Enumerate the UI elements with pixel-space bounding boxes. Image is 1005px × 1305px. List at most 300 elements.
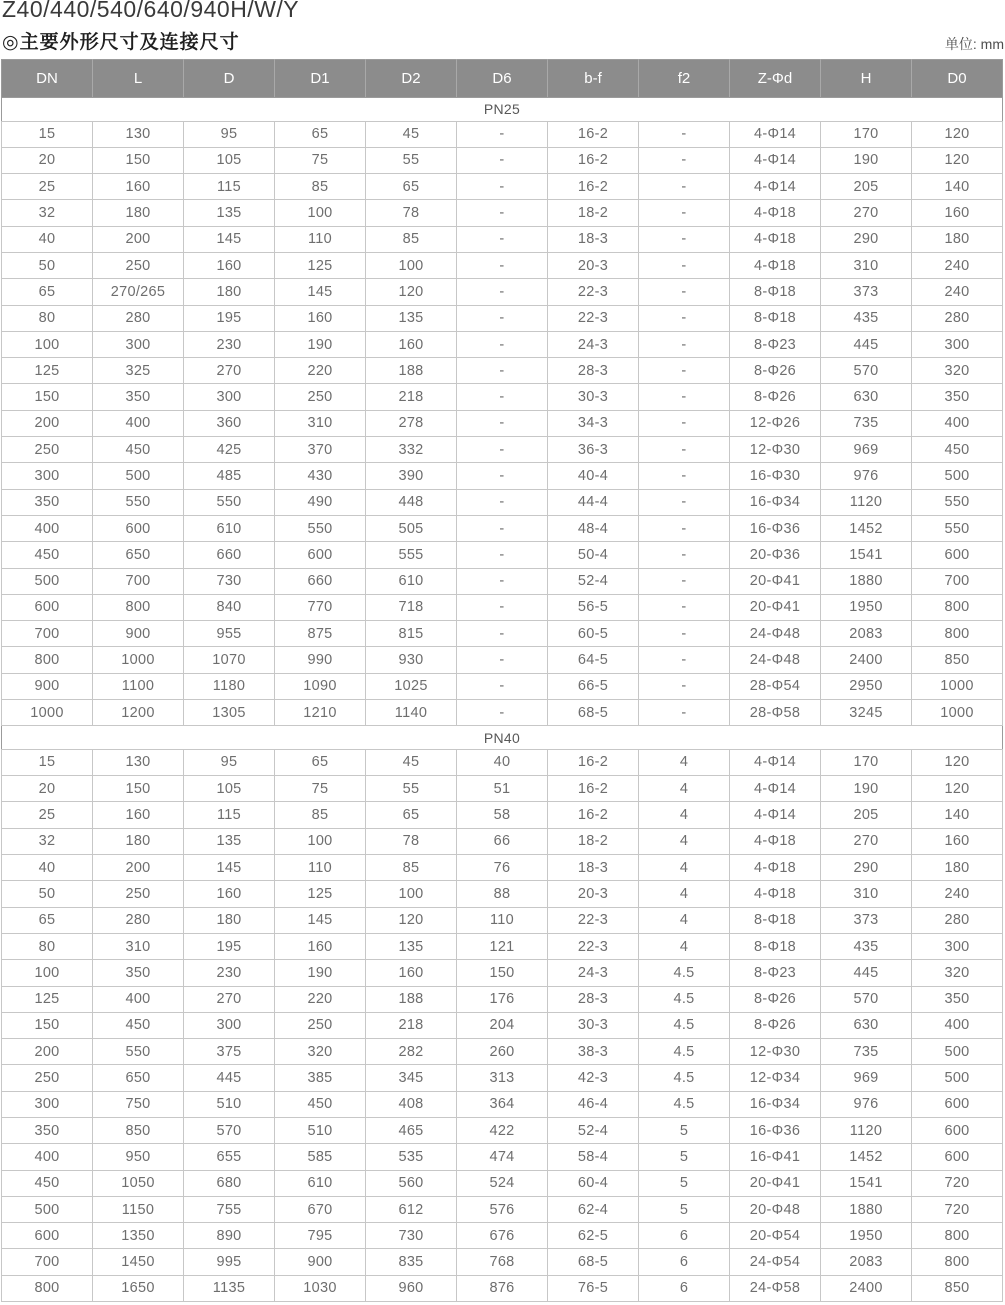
table-cell: 260 [457, 1039, 548, 1065]
table-cell: 4.5 [639, 1091, 730, 1117]
table-cell: 4-Φ14 [730, 121, 821, 147]
table-cell: 422 [457, 1117, 548, 1143]
table-cell: - [457, 568, 548, 594]
table-cell: 125 [2, 358, 93, 384]
table-cell: 600 [275, 542, 366, 568]
section-label: PN25 [2, 98, 1003, 122]
table-cell: 44-4 [548, 489, 639, 515]
table-cell: 600 [912, 1144, 1003, 1170]
table-cell: 700 [912, 568, 1003, 594]
table-cell: 2950 [821, 673, 912, 699]
table-cell: 46-4 [548, 1091, 639, 1117]
table-cell: 22-3 [548, 933, 639, 959]
table-cell: - [639, 489, 730, 515]
table-cell: 188 [366, 358, 457, 384]
table-cell: 280 [93, 907, 184, 933]
table-cell: 795 [275, 1223, 366, 1249]
table-cell: 180 [93, 200, 184, 226]
table-cell: 120 [912, 776, 1003, 802]
table-cell: 115 [184, 174, 275, 200]
table-cell: 205 [821, 174, 912, 200]
table-cell: 600 [2, 1223, 93, 1249]
table-cell: 1305 [184, 700, 275, 726]
table-cell: 110 [457, 907, 548, 933]
table-cell: 655 [184, 1144, 275, 1170]
table-cell: 100 [2, 331, 93, 357]
table-cell: - [639, 542, 730, 568]
table-cell: 550 [93, 1039, 184, 1065]
table-cell: 200 [2, 1039, 93, 1065]
table-cell: - [457, 594, 548, 620]
table-cell: 16-2 [548, 776, 639, 802]
table-cell: 42-3 [548, 1065, 639, 1091]
table-cell: - [639, 147, 730, 173]
table-cell: 50 [2, 881, 93, 907]
table-cell: 570 [184, 1117, 275, 1143]
table-cell: 800 [2, 1275, 93, 1301]
table-cell: 280 [93, 305, 184, 331]
table-cell: 62-4 [548, 1196, 639, 1222]
table-cell: - [639, 279, 730, 305]
table-cell: 474 [457, 1144, 548, 1170]
table-cell: 65 [366, 174, 457, 200]
table-cell: 145 [184, 855, 275, 881]
table-cell: 270 [821, 200, 912, 226]
table-cell: 4-Φ14 [730, 147, 821, 173]
table-cell: 56-5 [548, 594, 639, 620]
table-row [2, 410, 1003, 436]
table-cell: 180 [93, 828, 184, 854]
table-cell: 135 [366, 933, 457, 959]
table-cell: 1452 [821, 1144, 912, 1170]
table-cell: 8-Φ18 [730, 907, 821, 933]
table-cell: - [457, 200, 548, 226]
table-cell: 20-Φ54 [730, 1223, 821, 1249]
table-cell: 160 [366, 960, 457, 986]
table-cell: 890 [184, 1223, 275, 1249]
table-cell: 1000 [93, 647, 184, 673]
table-cell: - [457, 279, 548, 305]
table-cell: 500 [912, 1065, 1003, 1091]
table-cell: 121 [457, 933, 548, 959]
table-cell: 950 [93, 1144, 184, 1170]
table-cell: 218 [366, 1012, 457, 1038]
table-cell: 95 [184, 749, 275, 775]
table-cell: 400 [93, 986, 184, 1012]
table-cell: - [639, 252, 730, 278]
table-row [2, 305, 1003, 331]
table-cell: 4-Φ18 [730, 226, 821, 252]
table-cell: 718 [366, 594, 457, 620]
section-band-pn25 [2, 98, 1003, 122]
table-cell: 180 [912, 855, 1003, 881]
table-cell: 4-Φ18 [730, 200, 821, 226]
table-row [2, 647, 1003, 673]
table-cell: 350 [2, 1117, 93, 1143]
table-cell: 300 [184, 384, 275, 410]
table-cell: 65 [366, 802, 457, 828]
table-cell: 40 [2, 855, 93, 881]
table-cell: - [457, 358, 548, 384]
table-cell: 22-3 [548, 907, 639, 933]
table-cell: 4 [639, 828, 730, 854]
table-cell: 20-Φ41 [730, 1170, 821, 1196]
table-cell: 15 [2, 749, 93, 775]
table-cell: 300 [912, 331, 1003, 357]
table-cell: 150 [457, 960, 548, 986]
table-cell: 435 [821, 933, 912, 959]
column-header-d1: D1 [275, 60, 366, 98]
table-cell: 676 [457, 1223, 548, 1249]
table-cell: 2083 [821, 1249, 912, 1275]
table-cell: 570 [821, 986, 912, 1012]
table-cell: 190 [275, 960, 366, 986]
table-cell: 135 [184, 828, 275, 854]
table-cell: 850 [912, 647, 1003, 673]
table-cell: 490 [275, 489, 366, 515]
table-cell: - [457, 331, 548, 357]
table-cell: 1200 [93, 700, 184, 726]
table-cell: 610 [275, 1170, 366, 1196]
table-row [2, 463, 1003, 489]
table-cell: 85 [366, 855, 457, 881]
table-cell: 16-2 [548, 802, 639, 828]
table-cell: 1350 [93, 1223, 184, 1249]
table-cell: 510 [275, 1117, 366, 1143]
table-cell: 75 [275, 147, 366, 173]
table-cell: 1100 [93, 673, 184, 699]
table-cell: 1000 [912, 700, 1003, 726]
table-cell: 373 [821, 907, 912, 933]
table-cell: 195 [184, 933, 275, 959]
dimension-table [1, 59, 1003, 1302]
table-cell: 976 [821, 463, 912, 489]
table-cell: 373 [821, 279, 912, 305]
table-cell: 278 [366, 410, 457, 436]
table-cell: 1150 [93, 1196, 184, 1222]
table-cell: 280 [912, 305, 1003, 331]
table-cell: 240 [912, 881, 1003, 907]
table-body [2, 98, 1003, 1302]
table-cell: 6 [639, 1275, 730, 1301]
table-cell: 12-Φ30 [730, 1039, 821, 1065]
table-cell: 313 [457, 1065, 548, 1091]
table-cell: 100 [2, 960, 93, 986]
table-cell: 300 [2, 1091, 93, 1117]
table-cell: 1030 [275, 1275, 366, 1301]
section-subtitle: ◎主要外形尺寸及连接尺寸 [2, 32, 240, 53]
table-cell: 66 [457, 828, 548, 854]
table-cell: 24-Φ48 [730, 647, 821, 673]
table-cell: 370 [275, 437, 366, 463]
table-cell: - [457, 305, 548, 331]
table-cell: 120 [912, 749, 1003, 775]
table-cell: 570 [821, 358, 912, 384]
table-cell: 310 [93, 933, 184, 959]
section-label: PN40 [2, 726, 1003, 750]
table-cell: 8-Φ26 [730, 384, 821, 410]
table-cell: 150 [93, 776, 184, 802]
table-cell: - [639, 647, 730, 673]
table-row [2, 1249, 1003, 1275]
table-cell: - [457, 621, 548, 647]
table-cell: 800 [93, 594, 184, 620]
table-cell: 25 [2, 174, 93, 200]
table-row [2, 279, 1003, 305]
table-row [2, 121, 1003, 147]
table-row [2, 226, 1003, 252]
table-cell: 205 [821, 802, 912, 828]
table-row [2, 621, 1003, 647]
table-cell: - [639, 384, 730, 410]
table-cell: 800 [912, 594, 1003, 620]
table-cell: 16-Φ36 [730, 515, 821, 541]
table-cell: 125 [275, 252, 366, 278]
table-cell: 630 [821, 1012, 912, 1038]
table-cell: 450 [93, 437, 184, 463]
table-cell: - [639, 621, 730, 647]
table-cell: - [457, 410, 548, 436]
table-cell: 4 [639, 776, 730, 802]
column-header-h: H [821, 60, 912, 98]
table-cell: 240 [912, 252, 1003, 278]
table-cell: 800 [912, 1223, 1003, 1249]
table-cell: - [639, 331, 730, 357]
table-cell: 160 [275, 933, 366, 959]
table-cell: 100 [275, 828, 366, 854]
table-cell: 190 [275, 331, 366, 357]
column-header-d0: D0 [912, 60, 1003, 98]
table-cell: 65 [2, 279, 93, 305]
table-cell: 900 [2, 673, 93, 699]
table-cell: 720 [912, 1196, 1003, 1222]
table-cell: 300 [93, 331, 184, 357]
table-cell: 220 [275, 986, 366, 1012]
table-row [2, 1091, 1003, 1117]
table-row [2, 542, 1003, 568]
table-cell: 720 [912, 1170, 1003, 1196]
table-cell: 4 [639, 881, 730, 907]
table-cell: 448 [366, 489, 457, 515]
table-cell: 670 [275, 1196, 366, 1222]
table-row [2, 933, 1003, 959]
table-cell: 110 [275, 226, 366, 252]
table-cell: 64-5 [548, 647, 639, 673]
table-row [2, 1065, 1003, 1091]
table-cell: 400 [2, 515, 93, 541]
table-cell: 170 [821, 749, 912, 775]
table-cell: 76 [457, 855, 548, 881]
table-cell: 600 [912, 542, 1003, 568]
table-cell: 20-3 [548, 252, 639, 278]
table-cell: 1950 [821, 1223, 912, 1249]
table-cell: - [639, 174, 730, 200]
table-cell: 160 [912, 200, 1003, 226]
table-cell: 300 [912, 933, 1003, 959]
table-cell: 270 [821, 828, 912, 854]
table-cell: 68-5 [548, 700, 639, 726]
table-cell: 130 [93, 121, 184, 147]
table-cell: 24-3 [548, 960, 639, 986]
table-row [2, 986, 1003, 1012]
table-cell: 1000 [912, 673, 1003, 699]
table-cell: 204 [457, 1012, 548, 1038]
table-cell: 445 [821, 960, 912, 986]
table-cell: 800 [912, 1249, 1003, 1275]
table-cell: 8-Φ26 [730, 1012, 821, 1038]
table-cell: 350 [93, 960, 184, 986]
table-cell: 200 [93, 226, 184, 252]
table-cell: 550 [912, 515, 1003, 541]
table-cell: - [457, 147, 548, 173]
table-cell: - [639, 463, 730, 489]
table-cell: 550 [275, 515, 366, 541]
table-cell: 500 [2, 1196, 93, 1222]
table-cell: 1025 [366, 673, 457, 699]
table-cell: 5 [639, 1170, 730, 1196]
table-cell: 576 [457, 1196, 548, 1222]
table-cell: - [457, 647, 548, 673]
table-cell: 135 [366, 305, 457, 331]
table-cell: 160 [184, 881, 275, 907]
table-cell: 1070 [184, 647, 275, 673]
table-cell: 105 [184, 147, 275, 173]
table-cell: 320 [912, 358, 1003, 384]
table-cell: 290 [821, 855, 912, 881]
table-cell: 850 [93, 1117, 184, 1143]
table-cell: - [457, 673, 548, 699]
table-cell: 560 [366, 1170, 457, 1196]
table-cell: 600 [912, 1117, 1003, 1143]
table-cell: 85 [275, 802, 366, 828]
table-cell: 1880 [821, 568, 912, 594]
table-cell: 1140 [366, 700, 457, 726]
table-row [2, 1144, 1003, 1170]
table-cell: 24-Φ58 [730, 1275, 821, 1301]
table-cell: - [457, 437, 548, 463]
table-cell: 120 [366, 279, 457, 305]
table-cell: 800 [912, 621, 1003, 647]
table-cell: 680 [184, 1170, 275, 1196]
table-cell: 5 [639, 1196, 730, 1222]
table-row [2, 568, 1003, 594]
table-cell: 12-Φ34 [730, 1065, 821, 1091]
table-cell: 30-3 [548, 384, 639, 410]
table-cell: 364 [457, 1091, 548, 1117]
table-cell: 160 [912, 828, 1003, 854]
table-cell: 730 [366, 1223, 457, 1249]
table-cell: 12-Φ30 [730, 437, 821, 463]
table-cell: 535 [366, 1144, 457, 1170]
table-cell: 250 [275, 1012, 366, 1038]
table-cell: 105 [184, 776, 275, 802]
table-cell: - [639, 515, 730, 541]
table-cell: 120 [912, 147, 1003, 173]
table-cell: 485 [184, 463, 275, 489]
table-cell: 55 [366, 776, 457, 802]
table-row [2, 331, 1003, 357]
table-cell: 20-3 [548, 881, 639, 907]
table-cell: 768 [457, 1249, 548, 1275]
table-cell: 16-2 [548, 147, 639, 173]
table-row [2, 1039, 1003, 1065]
table-row [2, 828, 1003, 854]
table-cell: 900 [93, 621, 184, 647]
table-cell: 660 [275, 568, 366, 594]
table-cell: 24-Φ54 [730, 1249, 821, 1275]
table-cell: 282 [366, 1039, 457, 1065]
table-cell: 1452 [821, 515, 912, 541]
table-cell: 4 [639, 907, 730, 933]
table-cell: 1090 [275, 673, 366, 699]
table-cell: 48-4 [548, 515, 639, 541]
table-cell: 4.5 [639, 1012, 730, 1038]
table-cell: 600 [912, 1091, 1003, 1117]
table-cell: 585 [275, 1144, 366, 1170]
table-row [2, 147, 1003, 173]
table-cell: 100 [366, 252, 457, 278]
table-cell: 990 [275, 647, 366, 673]
table-cell: 78 [366, 200, 457, 226]
table-row [2, 174, 1003, 200]
table-cell: 969 [821, 437, 912, 463]
table-cell: 612 [366, 1196, 457, 1222]
table-cell: 145 [275, 279, 366, 305]
table-cell: 28-3 [548, 358, 639, 384]
column-header-d2: D2 [366, 60, 457, 98]
table-cell: 100 [275, 200, 366, 226]
table-cell: - [457, 700, 548, 726]
table-cell: 550 [184, 489, 275, 515]
table-cell: 735 [821, 1039, 912, 1065]
table-cell: 445 [821, 331, 912, 357]
table-cell: 24-3 [548, 331, 639, 357]
table-cell: 270 [184, 358, 275, 384]
table-cell: 876 [457, 1275, 548, 1301]
table-cell: - [457, 174, 548, 200]
table-cell: - [639, 594, 730, 620]
table-cell: 630 [821, 384, 912, 410]
table-cell: 65 [275, 749, 366, 775]
table-cell: 390 [366, 463, 457, 489]
table-cell: 600 [2, 594, 93, 620]
table-cell: 408 [366, 1091, 457, 1117]
table-cell: 350 [912, 384, 1003, 410]
table-row [2, 1275, 1003, 1301]
table-cell: 450 [2, 542, 93, 568]
table-cell: 850 [912, 1275, 1003, 1301]
table-row [2, 673, 1003, 699]
table-cell: 8-Φ23 [730, 331, 821, 357]
table-cell: 15 [2, 121, 93, 147]
table-cell: 385 [275, 1065, 366, 1091]
table-cell: 730 [184, 568, 275, 594]
table-cell: 28-Φ58 [730, 700, 821, 726]
table-cell: 188 [366, 986, 457, 1012]
table-cell: 8-Φ18 [730, 279, 821, 305]
table-cell: 50 [2, 252, 93, 278]
table-cell: 660 [184, 542, 275, 568]
table-cell: 500 [912, 1039, 1003, 1065]
table-cell: 445 [184, 1065, 275, 1091]
table-cell: 36-3 [548, 437, 639, 463]
table-cell: 450 [93, 1012, 184, 1038]
table-cell: 190 [821, 147, 912, 173]
table-cell: 450 [912, 437, 1003, 463]
table-cell: 4 [639, 802, 730, 828]
doc-header [0, 0, 1005, 54]
table-cell: 250 [93, 252, 184, 278]
